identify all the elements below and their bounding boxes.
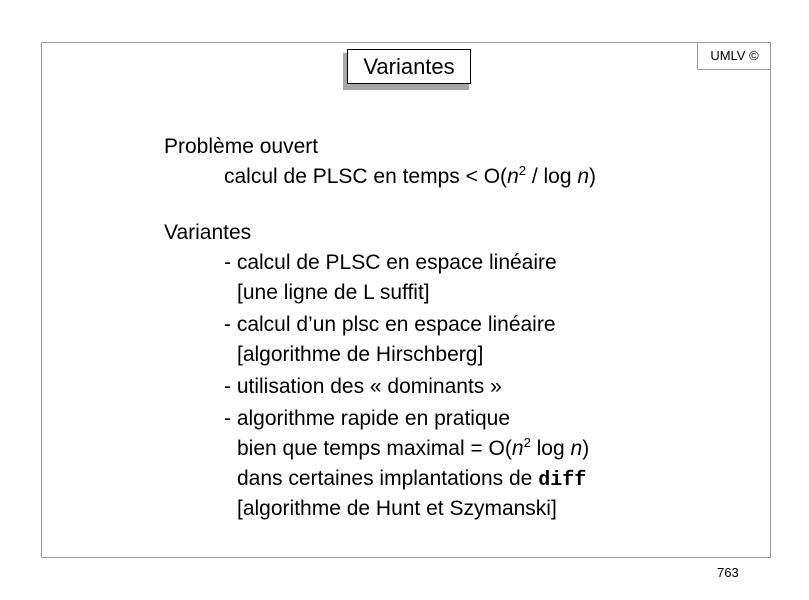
list-item-note: bien que temps maximal = $O(n^2$ log n) <box>237 435 590 460</box>
list-item-note: [une ligne de L suffit] <box>237 281 430 304</box>
page-number: 763 <box>717 565 739 580</box>
list-item-note: dans certaines implantations de diff <box>237 467 587 492</box>
list-item: - calcul de PLSC en espace linéaire <box>224 251 557 274</box>
list-item: - algorithme rapide en pratique <box>224 407 511 430</box>
list-item-note: [algorithme de Hunt et Szymanski] <box>237 497 557 520</box>
umlv-badge: UMLV © <box>697 42 771 70</box>
code-diff: diff <box>538 469 587 492</box>
heading-variantes: Variantes <box>164 221 252 244</box>
list-item-note: [algorithme de Hirschberg] <box>237 343 484 366</box>
open-problem-line: calcul de PLSC en temps < $O(n^2$ / log n) <box>224 163 597 188</box>
list-item: - calcul d’un plsc en espace linéaire <box>224 313 556 336</box>
list-item: - utilisation des « dominants » <box>224 375 502 398</box>
heading-probleme-ouvert: Problème ouvert <box>164 135 319 158</box>
slide-title: Variantes <box>347 49 471 84</box>
